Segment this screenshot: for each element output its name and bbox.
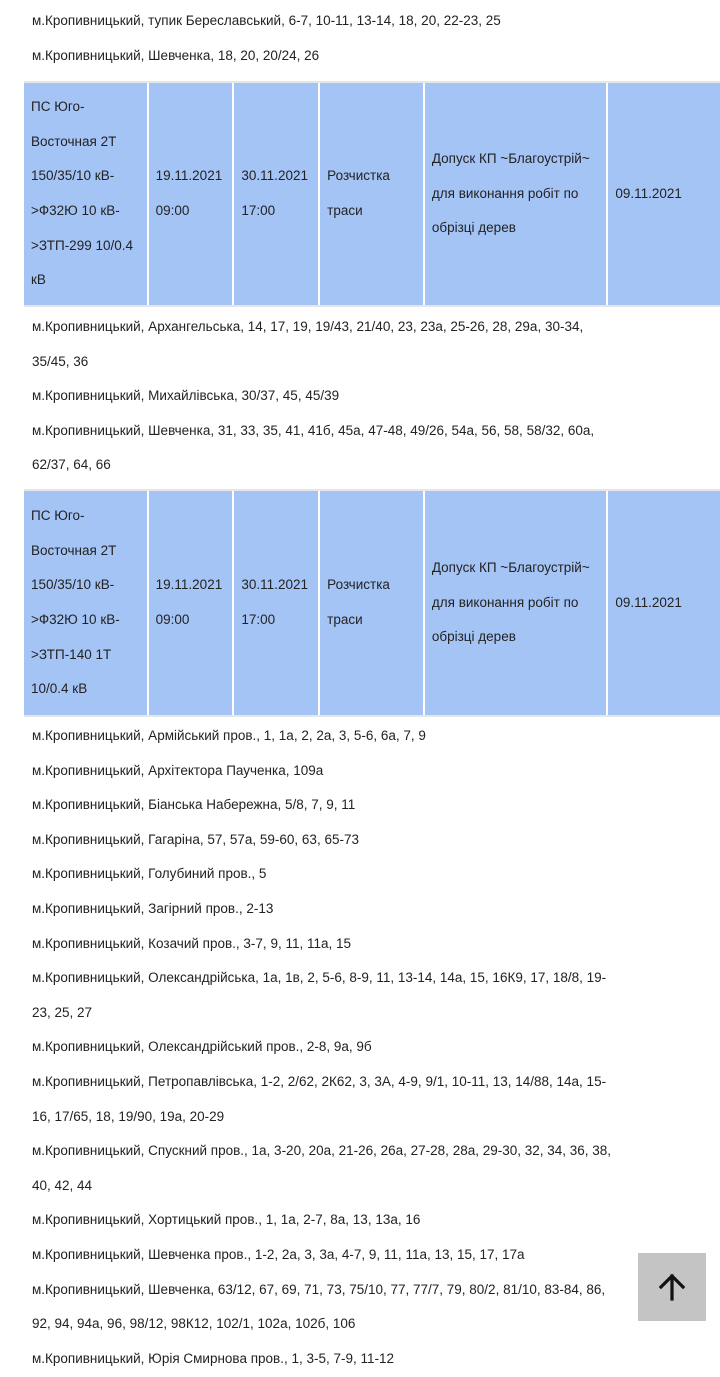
- table-row: [24, 81, 720, 307]
- address-line: м.Кропивницький, Михайлівська, 30/37, 45, 45/39: [32, 388, 340, 404]
- address-list: [0, 310, 720, 483]
- work-type-text: Розчистка траси: [327, 577, 390, 627]
- end-cell: [234, 491, 318, 715]
- arrow-up-icon: [657, 1272, 687, 1302]
- reason-text: Допуск КП ~Благоустрій~ для виконання робіт по обрізці дерев: [431, 560, 590, 645]
- address-line: м.Кропивницький, Шевченка пров., 1-2, 2а, 3, 3а, 4-7, 9, 11, 11а, 13, 15, 17, 17а: [32, 1246, 525, 1262]
- address-line: м.Кропивницький, Архітектора Паученка, 109а: [32, 762, 324, 778]
- address-line: м.Кропивницький, Голубиний пров., 5: [32, 866, 267, 882]
- address-line: м.Кропивницький, Архангельська, 14, 17, 19, 19/43, 21/40, 23, 23а, 25-26, 28, 29а, 30-34, 35/45, 36: [32, 319, 584, 369]
- date-text: 09.11.2021: [615, 185, 682, 201]
- address-line: м.Кропивницький, Шевченка, 63/12, 67, 69, 71, 73, 75/10, 77, 77/7, 79, 80/2, 81/10, 83-84, 86, 92, 94, 94а, 96, 98/12, 98К12, 102/1, 102а, 102б, 106: [32, 1281, 606, 1332]
- end-text: 30.11.2021 17:00: [241, 168, 308, 218]
- reason-text: Допуск КП ~Благоустрій~ для виконання робіт по обрізці дерев: [431, 151, 590, 236]
- address-list: [0, 4, 720, 73]
- address-line: м.Кропивницький, Олександрійська, 1а, 1в, 2, 5-6, 8-9, 11, 13-14, 14а, 15, 16К9, 17, 18/8, 19-23, 25, 27: [32, 970, 607, 1020]
- start-text: 19.11.2021 09:00: [155, 577, 223, 627]
- date-cell: [608, 83, 720, 305]
- substation-cell: [24, 491, 147, 715]
- reason-cell: [425, 83, 606, 305]
- work-type-cell: [320, 83, 423, 305]
- reason-cell: [425, 491, 606, 715]
- address-line: м.Кропивницький, Загірний пров., 2-13: [32, 900, 274, 916]
- work-type-text: Розчистка траси: [327, 168, 390, 218]
- address-line: м.Кропивницький, Гагаріна, 57, 57а, 59-60, 63, 65-73: [32, 831, 359, 847]
- address-line: м.Кропивницький, Юрія Смирнова пров., 1, 3-5, 7-9, 11-12: [32, 1350, 395, 1366]
- address-line: м.Кропивницький, тупик Береславський, 6-7, 10-11, 13-14, 18, 20, 22-23, 25: [32, 13, 501, 28]
- address-line: м.Кропивницький, Шевченка, 18, 20, 20/24, 26: [32, 47, 320, 63]
- start-cell: [149, 491, 233, 715]
- address-line: м.Кропивницький, Шевченка, 31, 33, 35, 41, 41б, 45а, 47-48, 49/26, 54а, 56, 58, 58/32, 60а, 62/37, 64, 66: [32, 422, 595, 473]
- date-cell: [608, 491, 720, 715]
- start-cell: [149, 83, 233, 305]
- substation-text: ПС Юго-Восточная 2Т 150/35/10 кВ->Ф32Ю 10 кВ->ЗТП-299 10/0.4 кВ: [31, 99, 133, 288]
- address-line: м.Кропивницький, Армійський пров., 1, 1а, 2, 2а, 3, 5-6, 6а, 7, 9: [32, 728, 426, 743]
- substation-cell: [24, 83, 147, 305]
- address-line: м.Кропивницький, Біанська Набережна, 5/8, 7, 9, 11: [32, 797, 356, 813]
- work-type-cell: [320, 491, 423, 715]
- address-line: м.Кропивницький, Олександрійський пров., 2-8, 9а, 9б: [32, 1039, 372, 1055]
- address-line: м.Кропивницький, Спускний пров., 1а, 3-20, 20а, 21-26, 26а, 27-28, 28а, 29-30, 32, 34, 36, 38, 40, 42, 44: [32, 1143, 612, 1193]
- table-row: [24, 489, 720, 717]
- substation-text: ПС Юго-Восточная 2Т 150/35/10 кВ->Ф32Ю 10 кВ->ЗТП-140 1Т 10/0.4 кВ: [31, 508, 120, 697]
- start-text: 19.11.2021 09:00: [155, 168, 223, 218]
- address-line: м.Кропивницький, Козачий пров., 3-7, 9, 11, 11а, 15: [32, 935, 352, 951]
- date-text: 09.11.2021: [615, 594, 682, 610]
- scroll-to-top-button[interactable]: [638, 1253, 706, 1321]
- end-text: 30.11.2021 17:00: [241, 577, 308, 627]
- address-list: [0, 719, 720, 1376]
- end-cell: [234, 83, 318, 305]
- address-line: м.Кропивницький, Петропавлівська, 1-2, 2/62, 2К62, 3, 3А, 4-9, 9/1, 10-11, 13, 14/88, 14а, 15-16, 17/65, 18, 19/90, 19а, 20-29: [32, 1073, 607, 1124]
- address-line: м.Кропивницький, Хортицький пров., 1, 1а, 2-7, 8а, 13, 13а, 16: [32, 1212, 421, 1228]
